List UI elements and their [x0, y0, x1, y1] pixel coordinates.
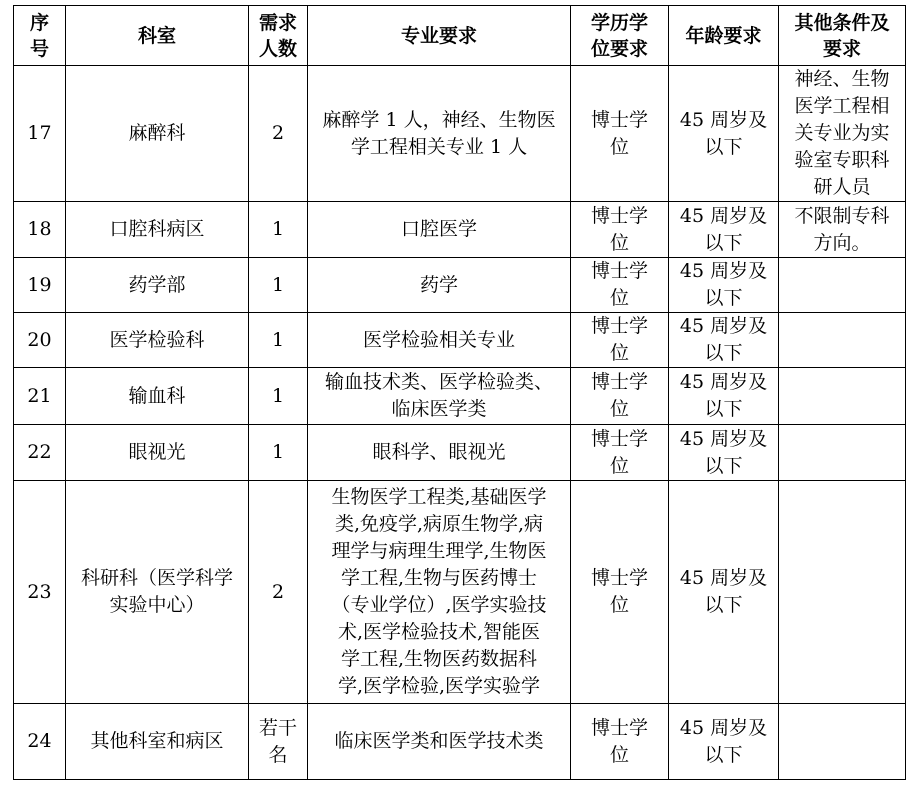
cell-age	[669, 313, 779, 368]
header-other	[779, 6, 906, 66]
cell-line: 实验中心）	[109, 594, 205, 616]
cell-line: 以下	[704, 342, 743, 364]
header-line: 序	[29, 11, 49, 34]
cell-line: 博士学	[590, 315, 648, 337]
cell-major	[308, 425, 571, 481]
cell-other	[779, 66, 906, 202]
cell-no	[14, 704, 66, 780]
header-degree	[571, 6, 669, 66]
cell-other	[779, 368, 906, 425]
cell-dept	[66, 202, 249, 258]
cell-line: 23	[27, 580, 52, 603]
cell-line: 博士学	[590, 204, 648, 227]
table-row	[14, 258, 906, 313]
cell-line: 神经、生物	[794, 68, 890, 90]
cell-line: 位	[609, 135, 629, 158]
cell-major	[308, 704, 571, 780]
cell-age	[669, 704, 779, 780]
cell-major	[308, 66, 571, 202]
cell-dept	[66, 258, 249, 313]
cell-age	[669, 258, 779, 313]
cell-age	[669, 368, 779, 425]
cell-line: 45 周岁及	[679, 204, 768, 227]
header-line: 位要求	[590, 37, 648, 60]
cell-dept	[66, 313, 249, 368]
cell-line: 眼科学、眼视光	[372, 441, 506, 463]
cell-line: 理学与病理生理学,生物医	[331, 540, 547, 562]
cell-line: 位	[609, 743, 629, 766]
cell-line: 麻醉科	[128, 122, 186, 144]
cell-line: 1	[271, 273, 285, 296]
cell-line: 18	[27, 218, 52, 240]
cell-dept	[66, 66, 249, 202]
cell-degree	[571, 481, 669, 704]
cell-line: 位	[609, 594, 629, 616]
cell-line: 输血科	[128, 384, 186, 407]
cell-degree	[571, 202, 669, 258]
cell-line: 学工程相关专业 1 人	[350, 135, 528, 158]
cell-line: 临床医学类和医学技术类	[334, 730, 544, 752]
cell-line: 博士学	[590, 567, 648, 589]
cell-no	[14, 202, 66, 258]
table-row	[14, 425, 906, 481]
table-row	[14, 368, 906, 425]
cell-line: 2	[271, 580, 285, 603]
cell-line: 口腔科病区	[109, 218, 205, 240]
cell-count	[249, 313, 308, 368]
cell-line: 45 周岁及	[679, 108, 768, 131]
cell-major	[308, 313, 571, 368]
cell-line: 博士学	[590, 108, 648, 131]
cell-no	[14, 425, 66, 481]
header-line: 其他条件及	[794, 11, 890, 34]
table-row	[14, 202, 906, 258]
cell-line: 术,医学检验技术,智能医	[337, 621, 541, 643]
cell-major	[308, 481, 571, 704]
cell-line: 位	[609, 398, 629, 420]
table-row	[14, 481, 906, 704]
cell-line: 药学部	[128, 273, 186, 296]
cell-line: 45 周岁及	[679, 260, 768, 282]
cell-count	[249, 202, 308, 258]
cell-major	[308, 368, 571, 425]
cell-line: 输血技术类、医学检验类、	[324, 371, 553, 393]
cell-age	[669, 425, 779, 481]
cell-no	[14, 258, 66, 313]
cell-line: 生物医学工程类,基础医学	[331, 486, 547, 508]
header-count	[249, 6, 308, 66]
cell-count	[249, 425, 308, 481]
cell-line: 位	[609, 231, 629, 254]
cell-line: 24	[27, 730, 52, 752]
cell-line: 眼视光	[128, 441, 186, 463]
cell-major	[308, 258, 571, 313]
cell-dept	[66, 425, 249, 481]
cell-line: 以下	[704, 135, 743, 158]
cell-no	[14, 368, 66, 425]
cell-line: 以下	[704, 594, 743, 616]
table-row	[14, 313, 906, 368]
cell-degree	[571, 368, 669, 425]
cell-line: 医学检验相关专业	[362, 328, 515, 351]
cell-line: 博士学	[590, 427, 648, 450]
cell-count	[249, 66, 308, 202]
cell-line: 医学检验科	[109, 328, 205, 351]
cell-line: 以下	[704, 398, 743, 420]
cell-line: 20	[27, 328, 52, 351]
cell-line: 45 周岁及	[679, 427, 768, 450]
cell-line: 方向。	[813, 231, 871, 254]
header-line: 科室	[137, 24, 176, 47]
cell-degree	[571, 704, 669, 780]
cell-line: 位	[609, 287, 629, 309]
cell-line: 药学	[419, 273, 458, 296]
cell-count	[249, 704, 308, 780]
cell-other	[779, 425, 906, 481]
cell-other	[779, 258, 906, 313]
cell-line: 以下	[704, 743, 743, 766]
cell-line: 45 周岁及	[679, 315, 768, 337]
table-header-row	[14, 6, 906, 66]
cell-dept	[66, 368, 249, 425]
header-major	[308, 6, 571, 66]
cell-line: 以下	[704, 287, 743, 309]
cell-degree	[571, 313, 669, 368]
table-row	[14, 704, 906, 780]
cell-count	[249, 258, 308, 313]
cell-line: 研人员	[813, 176, 871, 198]
cell-line: 名	[268, 743, 288, 766]
cell-line: 22	[27, 441, 52, 463]
cell-line: 学工程,生物与医药博士	[340, 567, 538, 589]
cell-age	[669, 481, 779, 704]
cell-line: 以下	[704, 454, 743, 477]
header-line: 需求	[258, 11, 297, 34]
cell-line: 博士学	[590, 260, 648, 282]
cell-line: 位	[609, 342, 629, 364]
cell-line: 45 周岁及	[679, 567, 768, 589]
cell-other	[779, 704, 906, 780]
header-no	[14, 6, 66, 66]
cell-no	[14, 313, 66, 368]
cell-count	[249, 481, 308, 704]
cell-major	[308, 202, 571, 258]
cell-degree	[571, 425, 669, 481]
cell-line: 45 周岁及	[679, 716, 768, 739]
cell-line: 验室专职科	[794, 149, 890, 171]
cell-line: 以下	[704, 231, 743, 254]
cell-count	[249, 368, 308, 425]
cell-line: 若干	[258, 716, 297, 739]
cell-line: 不限制专科	[794, 204, 890, 227]
cell-degree	[571, 258, 669, 313]
header-line: 专业要求	[400, 24, 477, 47]
cell-line: 博士学	[590, 716, 648, 739]
cell-line: 1	[271, 328, 285, 351]
cell-line: 医学工程相	[794, 95, 890, 117]
header-line: 人数	[258, 37, 297, 60]
cell-line: 其他科室和病区	[90, 730, 224, 752]
cell-age	[669, 202, 779, 258]
cell-no	[14, 481, 66, 704]
cell-line: 1	[271, 218, 285, 240]
cell-line: 2	[271, 122, 285, 144]
table-row	[14, 66, 906, 202]
cell-line: 临床医学类	[391, 398, 487, 420]
cell-line: 21	[27, 384, 52, 407]
cell-line: 麻醉学 1 人，神经、生物医	[322, 108, 556, 131]
cell-line: 学工程,生物医药数据科	[340, 648, 538, 670]
cell-other	[779, 202, 906, 258]
cell-line: 17	[27, 122, 52, 144]
cell-line: 口腔医学	[400, 218, 477, 240]
cell-dept	[66, 481, 249, 704]
cell-line: 学,医学检验,医学实验学	[337, 675, 541, 697]
header-line: 号	[29, 37, 49, 60]
cell-other	[779, 313, 906, 368]
cell-line: 19	[27, 273, 52, 296]
header-line: 学历学	[590, 11, 648, 34]
cell-line: 科研科（医学科学	[80, 567, 233, 589]
header-line: 要求	[822, 37, 861, 60]
header-line: 年龄要求	[685, 24, 762, 47]
cell-line: 类,免疫学,病原生物学,病	[334, 513, 544, 535]
requirements-table	[13, 5, 906, 780]
cell-other	[779, 481, 906, 704]
cell-degree	[571, 66, 669, 202]
cell-line: 1	[271, 441, 285, 463]
cell-line: 45 周岁及	[679, 371, 768, 393]
cell-age	[669, 66, 779, 202]
cell-no	[14, 66, 66, 202]
cell-line: 1	[271, 384, 285, 407]
header-age	[669, 6, 779, 66]
cell-line: 位	[609, 454, 629, 477]
cell-line: 关专业为实	[794, 122, 890, 144]
cell-line: （专业学位）,医学实验技	[331, 594, 547, 616]
cell-line: 博士学	[590, 371, 648, 393]
header-dept	[66, 6, 249, 66]
cell-dept	[66, 704, 249, 780]
